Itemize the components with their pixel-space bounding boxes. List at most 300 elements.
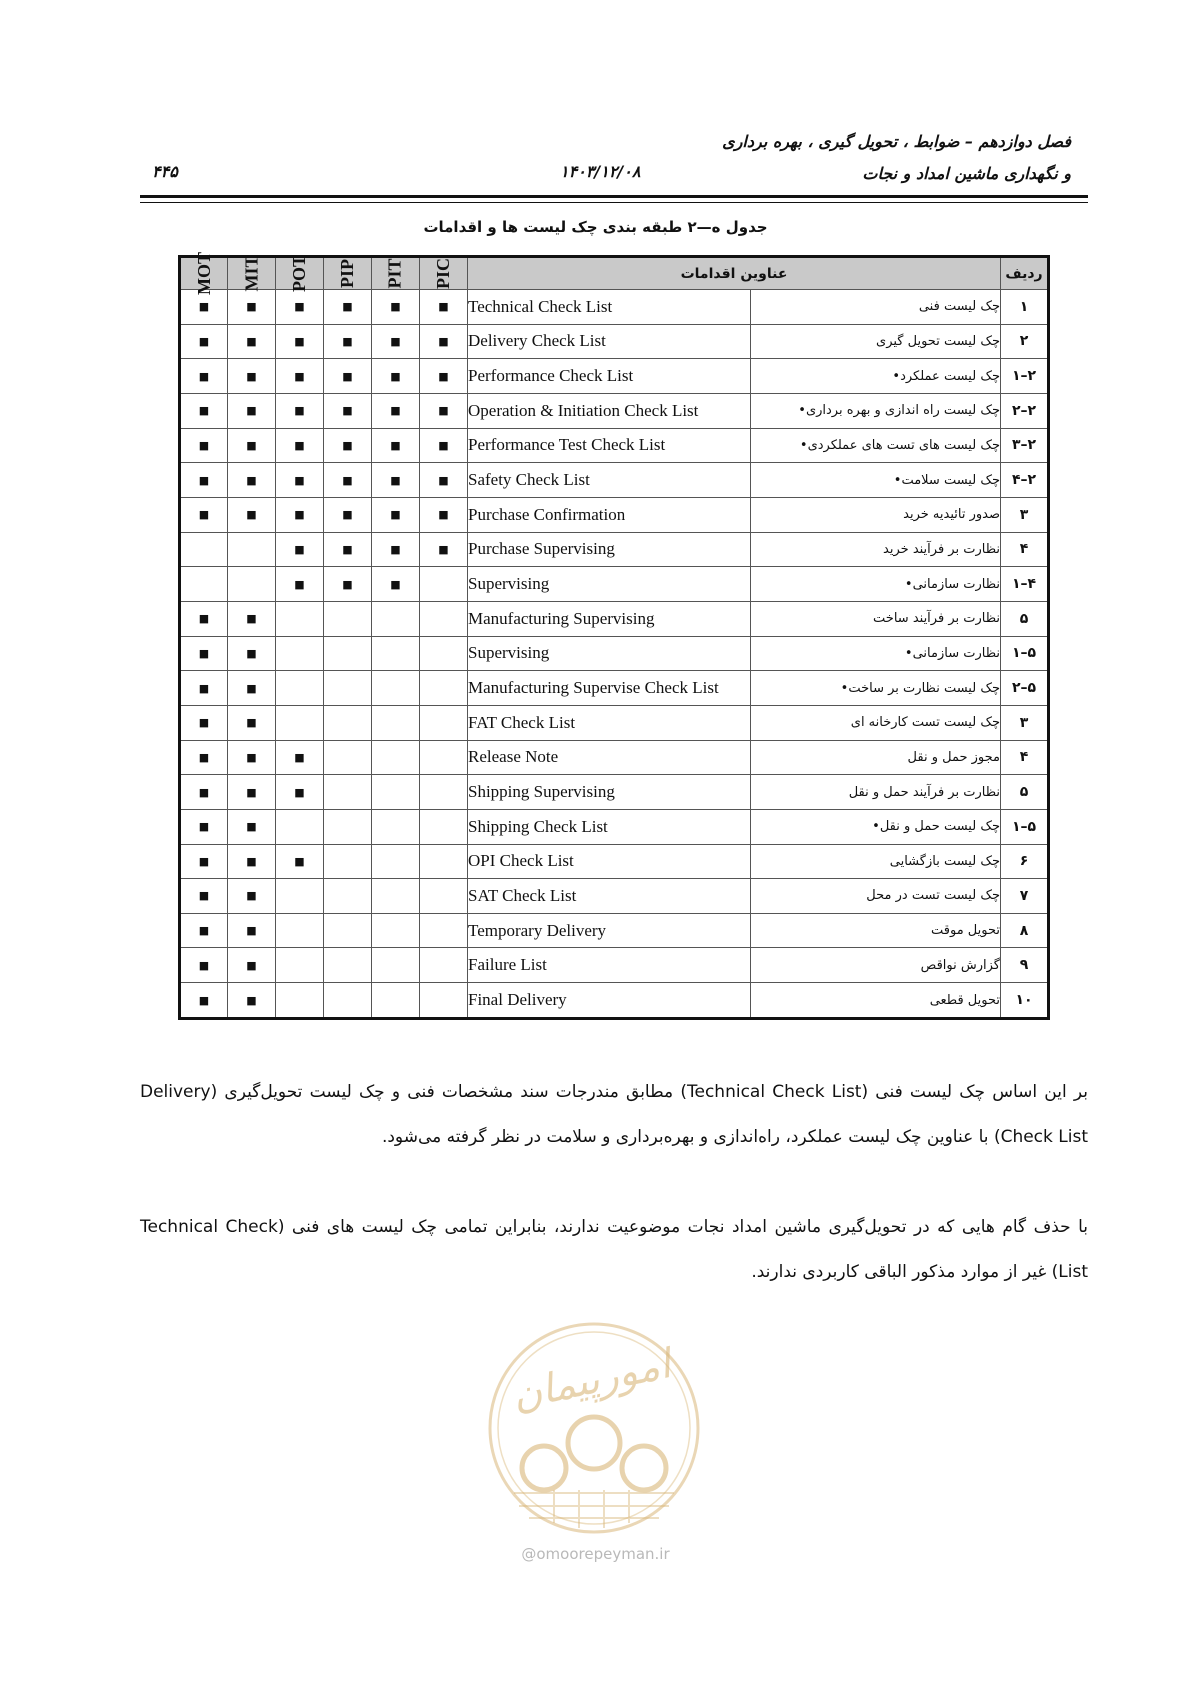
mark-cell-mit <box>228 393 276 428</box>
column-header-pip: PIP <box>324 257 372 290</box>
mark-cell-mot <box>180 393 228 428</box>
mark-cell-pic <box>420 290 468 325</box>
action-title-en: Final Delivery <box>468 983 751 1019</box>
table-row <box>180 393 1049 428</box>
table-row <box>180 428 1049 463</box>
mark-cell-mot <box>180 532 228 567</box>
square-mark-icon: ■ <box>342 508 353 522</box>
action-title-fa <box>751 740 1001 775</box>
action-title-en: Performance Check List <box>468 359 751 394</box>
action-title-en: Purchase Supervising <box>468 532 751 567</box>
mark-cell-pit <box>372 775 420 810</box>
mark-cell-pic <box>420 567 468 602</box>
mark-cell-pip <box>324 879 372 914</box>
square-mark-icon: ■ <box>438 369 449 383</box>
mark-cell-pic <box>420 463 468 498</box>
action-title-fa <box>751 671 1001 706</box>
action-title-en: Shipping Supervising <box>468 775 751 810</box>
mark-cell-mit <box>228 740 276 775</box>
mark-cell-pic <box>420 497 468 532</box>
square-mark-icon: ■ <box>246 716 257 730</box>
square-mark-icon: ■ <box>246 889 257 903</box>
square-mark-icon: ■ <box>342 404 353 418</box>
mark-cell-pot <box>276 532 324 567</box>
square-mark-icon: ■ <box>294 473 305 487</box>
square-mark-icon: ■ <box>246 924 257 938</box>
column-header-mit: MIT <box>228 257 276 290</box>
square-mark-icon: ■ <box>246 993 257 1007</box>
action-title-fa-text: گزارش نواقص <box>920 957 1000 973</box>
square-mark-icon: ■ <box>294 854 305 868</box>
square-mark-icon: ■ <box>198 508 210 522</box>
table-row <box>180 740 1049 775</box>
mark-cell-pip <box>324 359 372 394</box>
action-title-fa <box>751 844 1001 879</box>
mark-cell-pot <box>276 879 324 914</box>
square-mark-icon: ■ <box>294 542 305 556</box>
action-title-en: Failure List <box>468 948 751 983</box>
mark-cell-mit <box>228 463 276 498</box>
action-title-en: Manufacturing Supervise Check List <box>468 671 751 706</box>
table-row <box>180 879 1049 914</box>
mark-cell-pit <box>372 636 420 671</box>
action-title-fa <box>751 636 1001 671</box>
square-mark-icon: ■ <box>294 785 305 799</box>
square-mark-icon: ■ <box>438 404 449 418</box>
row-number: ۷ <box>1001 879 1049 914</box>
square-mark-icon: ■ <box>198 924 210 938</box>
at-icon: @ <box>521 1545 537 1563</box>
square-mark-icon: ■ <box>246 820 257 834</box>
mark-cell-mit <box>228 532 276 567</box>
mark-cell-pic <box>420 948 468 983</box>
square-mark-icon: ■ <box>438 334 449 348</box>
square-mark-icon: ■ <box>294 300 305 314</box>
mark-cell-pic <box>420 359 468 394</box>
square-mark-icon: ■ <box>198 993 210 1007</box>
square-mark-icon: ■ <box>294 577 305 591</box>
table-row <box>180 359 1049 394</box>
action-title-en: OPI Check List <box>468 844 751 879</box>
mark-cell-mit <box>228 879 276 914</box>
mark-cell-pip <box>324 497 372 532</box>
mark-cell-mot <box>180 497 228 532</box>
column-header-row-number: ردیف <box>1001 257 1049 290</box>
mark-cell-pit <box>372 463 420 498</box>
square-mark-icon: ■ <box>198 681 210 695</box>
mark-cell-pot <box>276 948 324 983</box>
square-mark-icon: ■ <box>246 473 257 487</box>
row-number: ۴–۱ <box>1001 567 1049 602</box>
square-mark-icon: ■ <box>246 404 257 418</box>
mark-cell-pot <box>276 913 324 948</box>
row-number: ۸ <box>1001 913 1049 948</box>
bullet-icon: • <box>872 819 880 835</box>
action-title-en: Supervising <box>468 567 751 602</box>
row-number: ۵ <box>1001 775 1049 810</box>
mark-cell-pot <box>276 671 324 706</box>
chapter-title-line1: فصل دوازدهم – ضوابط ، تحویل گیری ، بهره برداری <box>722 132 1071 151</box>
mark-cell-pip <box>324 983 372 1019</box>
action-title-fa <box>751 393 1001 428</box>
mark-cell-pot <box>276 497 324 532</box>
square-mark-icon: ■ <box>246 681 257 695</box>
chapter-title-line2: و نگهداری ماشین امداد و نجات <box>862 164 1071 183</box>
action-title-fa-text: چک لیست تست کارخانه ای <box>850 715 1000 731</box>
action-title-fa <box>751 463 1001 498</box>
table-row <box>180 324 1049 359</box>
row-number: ۴ <box>1001 740 1049 775</box>
bullet-icon: • <box>904 576 913 592</box>
body-paragraph-1: بر این اساس چک لیست فنی (Technical Check List) مطابق مندرجات سند مشخصات فنی و چک لیست تحویل‌گیری (Delivery Check List) با عناوین چک لیست عملکرد، راه‌اندازی و بهره‌برداری و سلامت در نظر گرفته می‌شود. <box>140 1082 1088 1147</box>
action-title-fa-text: نظارت سازمانی <box>912 645 1000 661</box>
table-row <box>180 671 1049 706</box>
mark-cell-pip <box>324 290 372 325</box>
square-mark-icon: ■ <box>294 750 305 764</box>
table-row <box>180 913 1049 948</box>
action-title-fa <box>751 359 1001 394</box>
square-mark-icon: ■ <box>390 577 401 591</box>
square-mark-icon: ■ <box>246 854 257 868</box>
table-row <box>180 983 1049 1019</box>
mark-cell-mit <box>228 497 276 532</box>
square-mark-icon: ■ <box>246 646 257 660</box>
action-title-fa-text: چک لیست تحویل گیری <box>876 333 1000 349</box>
action-title-en: Temporary Delivery <box>468 913 751 948</box>
table-row <box>180 290 1049 325</box>
square-mark-icon: ■ <box>198 300 210 314</box>
mark-cell-mit <box>228 705 276 740</box>
table-header-row <box>180 257 1049 290</box>
table-body <box>180 290 1049 1019</box>
mark-cell-pic <box>420 393 468 428</box>
mark-cell-mit <box>228 775 276 810</box>
action-title-fa <box>751 948 1001 983</box>
mark-cell-mit <box>228 983 276 1019</box>
header-date: ۱۴۰۳/۱۲/۰۸ <box>560 162 641 181</box>
mark-cell-mot <box>180 705 228 740</box>
table-row <box>180 705 1049 740</box>
square-mark-icon: ■ <box>198 646 210 660</box>
mark-cell-mot <box>180 983 228 1019</box>
mark-cell-mot <box>180 428 228 463</box>
mark-cell-mit <box>228 428 276 463</box>
mark-cell-pot <box>276 290 324 325</box>
mark-cell-mit <box>228 324 276 359</box>
square-mark-icon: ■ <box>198 369 210 383</box>
mark-cell-pip <box>324 948 372 983</box>
square-mark-icon: ■ <box>198 750 210 764</box>
square-mark-icon: ■ <box>294 369 305 383</box>
mark-cell-pit <box>372 532 420 567</box>
mark-cell-pic <box>420 913 468 948</box>
row-number: ۶ <box>1001 844 1049 879</box>
square-mark-icon: ■ <box>198 612 210 626</box>
mark-cell-pot <box>276 428 324 463</box>
table-row <box>180 809 1049 844</box>
bullet-icon: • <box>904 645 913 661</box>
table-row <box>180 463 1049 498</box>
mark-cell-mot <box>180 913 228 948</box>
mark-cell-pit <box>372 809 420 844</box>
table-row <box>180 601 1049 636</box>
table-row <box>180 948 1049 983</box>
mark-cell-pip <box>324 601 372 636</box>
row-number: ۲–۲ <box>1001 393 1049 428</box>
action-title-fa <box>751 775 1001 810</box>
row-number: ۲ <box>1001 324 1049 359</box>
mark-cell-mit <box>228 601 276 636</box>
mark-cell-mit <box>228 809 276 844</box>
action-title-fa-text: نظارت بر فرآیند حمل و نقل <box>848 784 1000 800</box>
mark-cell-mot <box>180 809 228 844</box>
mark-cell-mot <box>180 948 228 983</box>
mark-cell-pot <box>276 636 324 671</box>
action-title-fa <box>751 879 1001 914</box>
action-title-fa <box>751 532 1001 567</box>
square-mark-icon: ■ <box>246 369 257 383</box>
mark-cell-pic <box>420 983 468 1019</box>
action-title-en: Safety Check List <box>468 463 751 498</box>
mark-cell-pit <box>372 740 420 775</box>
action-title-fa <box>751 567 1001 602</box>
square-mark-icon: ■ <box>390 438 401 452</box>
square-mark-icon: ■ <box>198 820 210 834</box>
action-title-en: Supervising <box>468 636 751 671</box>
mark-cell-pot <box>276 809 324 844</box>
mark-cell-pit <box>372 359 420 394</box>
mark-cell-pic <box>420 532 468 567</box>
action-title-fa-text: نظارت بر فرآیند ساخت <box>873 611 1000 627</box>
mark-cell-mot <box>180 601 228 636</box>
square-mark-icon: ■ <box>390 508 401 522</box>
column-header-pit: PIT <box>372 257 420 290</box>
mark-cell-pit <box>372 393 420 428</box>
row-number: ۳ <box>1001 497 1049 532</box>
row-number: ۹ <box>1001 948 1049 983</box>
action-title-fa-text: چک لیست بازگشایی <box>889 853 1000 869</box>
row-number: ۵–۱ <box>1001 809 1049 844</box>
square-mark-icon: ■ <box>342 473 353 487</box>
square-mark-icon: ■ <box>198 404 210 418</box>
square-mark-icon: ■ <box>294 334 305 348</box>
table-row <box>180 775 1049 810</box>
square-mark-icon: ■ <box>246 438 257 452</box>
mark-cell-pic <box>420 601 468 636</box>
action-title-fa-text: چک لیست راه اندازی و بهره برداری <box>805 403 1000 419</box>
table-row <box>180 497 1049 532</box>
action-title-fa-text: صدور تائیدیه خرید <box>903 507 1000 523</box>
mark-cell-pot <box>276 705 324 740</box>
square-mark-icon: ■ <box>342 438 353 452</box>
mark-cell-mit <box>228 290 276 325</box>
square-mark-icon: ■ <box>438 473 449 487</box>
mark-cell-pot <box>276 983 324 1019</box>
mark-cell-pit <box>372 497 420 532</box>
mark-cell-pit <box>372 290 420 325</box>
mark-cell-mit <box>228 948 276 983</box>
action-title-fa-text: چک لیست نظارت بر ساخت <box>848 680 1000 696</box>
header-rule-thin <box>140 202 1088 203</box>
action-title-fa <box>751 705 1001 740</box>
square-mark-icon: ■ <box>198 889 210 903</box>
square-mark-icon: ■ <box>294 404 305 418</box>
mark-cell-mit <box>228 567 276 602</box>
chapter-title <box>722 126 1071 190</box>
column-header-actions: عناوین اقدامات <box>468 257 1001 290</box>
action-title-fa <box>751 497 1001 532</box>
mark-cell-pic <box>420 705 468 740</box>
mark-cell-pip <box>324 775 372 810</box>
row-number: ۲–۴ <box>1001 463 1049 498</box>
mark-cell-pit <box>372 948 420 983</box>
mark-cell-pic <box>420 324 468 359</box>
mark-cell-mit <box>228 671 276 706</box>
mark-cell-pit <box>372 567 420 602</box>
mark-cell-mot <box>180 636 228 671</box>
mark-cell-pot <box>276 740 324 775</box>
square-mark-icon: ■ <box>342 300 353 314</box>
table-row <box>180 844 1049 879</box>
mark-cell-pip <box>324 567 372 602</box>
action-title-fa-text: چک لیست تست در محل <box>866 888 1000 904</box>
mark-cell-pot <box>276 324 324 359</box>
square-mark-icon: ■ <box>390 334 401 348</box>
table-row <box>180 532 1049 567</box>
action-title-en: Shipping Check List <box>468 809 751 844</box>
watermark-logo-text: امورپیمان <box>508 1341 675 1420</box>
mark-cell-mot <box>180 567 228 602</box>
action-title-fa <box>751 983 1001 1019</box>
row-number: ۴ <box>1001 532 1049 567</box>
mark-cell-pit <box>372 913 420 948</box>
table-caption: جدول ه—۲ طبقه بندی چک لیست ها و اقدامات <box>423 218 768 236</box>
bullet-icon: • <box>840 680 849 696</box>
action-title-fa <box>751 913 1001 948</box>
watermark-url-text: omoorepeyman.ir <box>536 1545 670 1563</box>
action-title-fa-text: نظارت بر فرآیند خرید <box>883 541 1000 557</box>
square-mark-icon: ■ <box>390 404 401 418</box>
action-title-en: FAT Check List <box>468 705 751 740</box>
mark-cell-pip <box>324 324 372 359</box>
mark-cell-mot <box>180 359 228 394</box>
checklist-table <box>178 252 1050 1020</box>
action-title-fa <box>751 809 1001 844</box>
page-number: ۴۴۵ <box>152 162 178 181</box>
mark-cell-pit <box>372 428 420 463</box>
square-mark-icon: ■ <box>342 542 353 556</box>
mark-cell-pit <box>372 983 420 1019</box>
square-mark-icon: ■ <box>390 542 401 556</box>
square-mark-icon: ■ <box>198 438 210 452</box>
mark-cell-mit <box>228 844 276 879</box>
mark-cell-mot <box>180 844 228 879</box>
mark-cell-pot <box>276 844 324 879</box>
column-header-mot: MOT <box>180 257 228 290</box>
mark-cell-mot <box>180 463 228 498</box>
mark-cell-pot <box>276 463 324 498</box>
square-mark-icon: ■ <box>294 508 305 522</box>
square-mark-icon: ■ <box>246 334 257 348</box>
action-title-en: Operation & Initiation Check List <box>468 393 751 428</box>
square-mark-icon: ■ <box>294 438 305 452</box>
square-mark-icon: ■ <box>390 473 401 487</box>
square-mark-icon: ■ <box>246 785 257 799</box>
action-title-en: Release Note <box>468 740 751 775</box>
mark-cell-pip <box>324 636 372 671</box>
square-mark-icon: ■ <box>438 542 449 556</box>
action-title-en: Purchase Confirmation <box>468 497 751 532</box>
mark-cell-mit <box>228 913 276 948</box>
square-mark-icon: ■ <box>198 473 210 487</box>
square-mark-icon: ■ <box>198 716 210 730</box>
square-mark-icon: ■ <box>390 300 401 314</box>
square-mark-icon: ■ <box>198 958 210 972</box>
mark-cell-pit <box>372 671 420 706</box>
row-number: ۵ <box>1001 601 1049 636</box>
row-number: ۳ <box>1001 705 1049 740</box>
table-row <box>180 567 1049 602</box>
watermark-url <box>0 1545 1191 1563</box>
mark-cell-pip <box>324 913 372 948</box>
square-mark-icon: ■ <box>246 750 257 764</box>
square-mark-icon: ■ <box>438 300 449 314</box>
square-mark-icon: ■ <box>342 577 353 591</box>
mark-cell-pit <box>372 705 420 740</box>
mark-cell-mit <box>228 359 276 394</box>
action-title-en: SAT Check List <box>468 879 751 914</box>
mark-cell-pot <box>276 567 324 602</box>
mark-cell-pot <box>276 601 324 636</box>
mark-cell-pip <box>324 671 372 706</box>
bullet-icon: • <box>798 403 806 419</box>
action-title-fa-text: چک لیست حمل و نقل <box>879 819 1000 835</box>
watermark-logo <box>484 1318 704 1538</box>
table-row <box>180 636 1049 671</box>
row-number: ۱ <box>1001 290 1049 325</box>
action-title-fa-text: مجوز حمل و نقل <box>907 749 1000 765</box>
mark-cell-pic <box>420 879 468 914</box>
action-title-fa-text: تحویل قطعی <box>929 992 1000 1008</box>
action-title-en: Technical Check List <box>468 290 751 325</box>
mark-cell-mot <box>180 775 228 810</box>
action-title-fa-text: چک لیست عملکرد <box>900 368 1000 384</box>
mark-cell-pot <box>276 359 324 394</box>
mark-cell-pip <box>324 428 372 463</box>
mark-cell-pip <box>324 844 372 879</box>
mark-cell-mot <box>180 879 228 914</box>
column-header-pot: POT <box>276 257 324 290</box>
square-mark-icon: ■ <box>198 854 210 868</box>
mark-cell-pic <box>420 671 468 706</box>
square-mark-icon: ■ <box>246 612 257 626</box>
square-mark-icon: ■ <box>438 508 449 522</box>
row-number: ۲–۱ <box>1001 359 1049 394</box>
square-mark-icon: ■ <box>342 334 353 348</box>
square-mark-icon: ■ <box>246 300 257 314</box>
mark-cell-pit <box>372 601 420 636</box>
action-title-fa-text: تحویل موقت <box>931 923 1000 939</box>
bullet-icon: • <box>799 437 808 453</box>
square-mark-icon: ■ <box>390 369 401 383</box>
row-number: ۵–۱ <box>1001 636 1049 671</box>
mark-cell-pic <box>420 775 468 810</box>
row-number: ۵–۲ <box>1001 671 1049 706</box>
mark-cell-pic <box>420 636 468 671</box>
mark-cell-pic <box>420 844 468 879</box>
mark-cell-pip <box>324 393 372 428</box>
mark-cell-pit <box>372 879 420 914</box>
